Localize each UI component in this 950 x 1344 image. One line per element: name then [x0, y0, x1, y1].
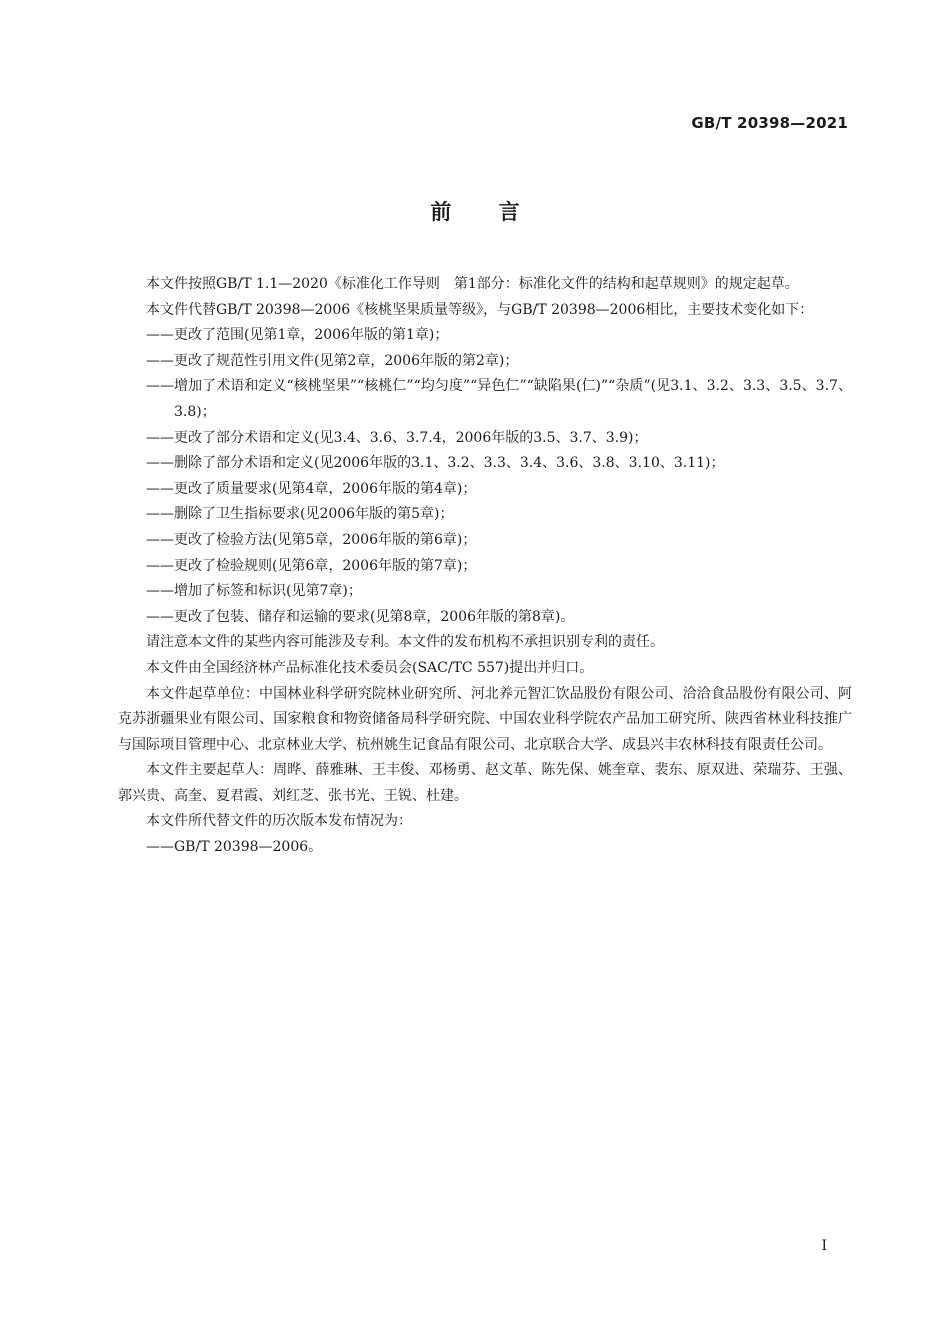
- list-item: ——更改了检验规则(见第6章，2006年版的第7章)；: [146, 557, 477, 574]
- list-item: ——更改了规范性引用文件(见第2章，2006年版的第2章)；: [146, 352, 519, 369]
- paragraph-history-intro: 本文件所代替文件的历次版本发布情况为：: [146, 813, 412, 830]
- changes-list: [118, 323, 852, 630]
- document-body: [118, 272, 852, 861]
- list-item: ——更改了包装、储存和运输的要求(见第8章，2006年版的第8章)。: [146, 608, 575, 625]
- list-item: ——删除了部分术语和定义(见2006年版的3.1、3.2、3.3、3.4、3.6、3.8、3.10、3.11)；: [146, 455, 725, 472]
- list-item: ——更改了部分术语和定义(见3.4、3.6、3.7.4，2006年版的3.5、3.7、3.9)；: [146, 429, 648, 446]
- list-item: ——删除了卫生指标要求(见2006年版的第5章)；: [146, 506, 454, 523]
- paragraph-drafting-rule: 本文件按照GB/T 1.1—2020《标准化工作导则 第1部分：标准化文件的结构和起草规则》的规定起草。: [146, 276, 799, 292]
- list-item: ——更改了质量要求(见第4章，2006年版的第4章)；: [146, 480, 477, 497]
- list-item: ——GB/T 20398—2006。: [146, 839, 323, 856]
- page-number: I: [821, 1238, 827, 1254]
- paragraph-proposer: 本文件由全国经济林产品标准化技术委员会(SAC/TC 557)提出并归口。: [146, 659, 594, 676]
- paragraph-drafters: 本文件主要起草人：周晔、薛雅琳、王丰俊、邓杨勇、赵文革、陈先保、姚奎章、裴东、原双进、荣瑞芬、王强、郭兴贵、高奎、夏君霞、刘红芝、张书光、王锐、杜建。: [118, 762, 852, 804]
- list-item: ——更改了检验方法(见第5章，2006年版的第6章)；: [146, 531, 477, 548]
- page-title: 前 言: [430, 200, 520, 224]
- standard-number: GB/T 20398—2021: [691, 114, 848, 132]
- list-item: ——更改了范围(见第1章，2006年版的第1章)；: [146, 327, 449, 344]
- paragraph-patent-notice: 请注意本文件的某些内容可能涉及专利。本文件的发布机构不承担识别专利的责任。: [146, 634, 664, 651]
- list-item: ——增加了标签和标识(见第7章)；: [146, 583, 362, 600]
- paragraph-drafting-units: 本文件起草单位：中国林业科学研究院林业研究所、河北养元智汇饮品股份有限公司、洽洽食品股份有限公司、阿克苏浙疆果业有限公司、国家粮食和物资储备局科学研究院、中国农业科学院农产品加工研究所、陕西省林业科技推广与国际项目管理中心、北京林业大学、杭州姚生记食品有限公司、北京联合大学、成县兴丰农林科技有限责任公司。: [118, 685, 852, 753]
- paragraph-replacement: 本文件代替GB/T 20398—2006《核桃坚果质量等级》，与GB/T 20398—2006相比，主要技术变化如下：: [146, 301, 814, 318]
- list-item: ——增加了术语和定义“核桃坚果”“核桃仁”“均匀度”“异色仁”“缺陷果(仁)”“杂质”(见3.1、3.2、3.3、3.5、3.7、3.8)；: [146, 378, 852, 420]
